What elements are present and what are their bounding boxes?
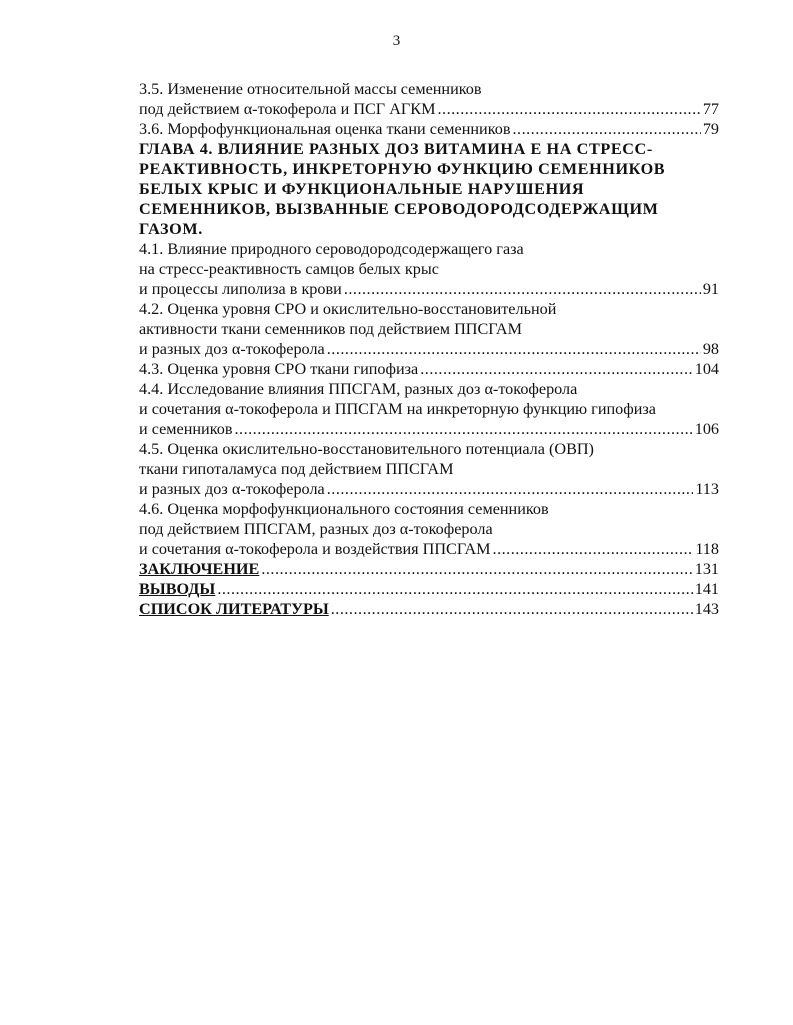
toc-entry-4-2-line-1 <box>139 299 719 319</box>
table-of-contents <box>139 79 719 619</box>
page-number: 3 <box>392 33 401 49</box>
toc-entry-text: ЗАКЛЮЧЕНИЕ <box>139 560 260 578</box>
toc-page-number: 113 <box>695 480 719 498</box>
toc-entry-4-4-line-3 <box>139 419 719 439</box>
toc-entry-3-5-line-1 <box>139 79 719 99</box>
toc-entry-4-5-line-1 <box>139 439 719 459</box>
toc-entry-4-3 <box>139 359 719 379</box>
toc-page-number: 79 <box>702 120 719 138</box>
toc-entry-text: ВЫВОДЫ <box>139 580 216 598</box>
toc-entry-text: на стресс-реактивность самцов белых крыс <box>139 260 439 278</box>
toc-entry-findings <box>139 579 719 599</box>
chapter-heading-line: ГАЗОМ. <box>139 220 203 238</box>
toc-entry-conclusion <box>139 559 719 579</box>
toc-entry-text: и сочетания α-токоферола и воздействия ППСГАМ <box>139 540 491 558</box>
toc-entry-4-6-line-2 <box>139 519 719 539</box>
toc-entry-text: и сочетания α-токоферола и ППСГАМ на инкреторную функцию гипофиза <box>139 400 656 418</box>
toc-entry-text: 3.6. Морфофункциональная оценка ткани семенников <box>139 120 511 138</box>
dot-leader <box>344 279 701 299</box>
toc-entry-4-2-line-3 <box>139 339 719 359</box>
toc-entry-4-1-line-3 <box>139 279 719 299</box>
toc-page-number: 106 <box>694 420 719 438</box>
toc-entry-text: под действием ППСГАМ, разных доз α-токоферола <box>139 520 493 538</box>
toc-page-number: 91 <box>702 280 719 298</box>
toc-entry-text: 4.4. Исследование влияния ППСГАМ, разных доз α-токоферола <box>139 380 578 398</box>
toc-entry-4-4-line-2 <box>139 399 719 419</box>
toc-entry-4-6-line-1 <box>139 499 719 519</box>
toc-entry-4-6-line-3 <box>139 539 719 559</box>
toc-entry-4-1-line-2 <box>139 259 719 279</box>
toc-page-number: 118 <box>695 540 719 558</box>
toc-entry-text: активности ткани семенников под действием ППСГАМ <box>139 320 522 338</box>
toc-entry-text: и разных доз α-токоферола <box>139 340 325 358</box>
toc-entry-text: 4.3. Оценка уровня СРО ткани гипофиза <box>139 360 419 378</box>
chapter-heading-line: СЕМЕННИКОВ, ВЫЗВАННЫЕ СЕРОВОДОРОДСОДЕРЖАЩИМ <box>139 200 659 218</box>
dot-leader <box>512 119 700 139</box>
toc-entry-text: 4.6. Оценка морфофункционального состояния семенников <box>139 500 549 518</box>
toc-entry-text: 4.1. Влияние природного сероводородсодержащего газа <box>139 240 524 258</box>
toc-page-number: 77 <box>702 100 719 118</box>
toc-entry-text: и процессы липолиза в крови <box>139 280 342 298</box>
dot-leader <box>437 99 700 119</box>
toc-entry-references <box>139 599 719 619</box>
dot-leader <box>261 559 692 579</box>
toc-entry-3-6 <box>139 119 719 139</box>
chapter-heading-line: РЕАКТИВНОСТЬ, ИНКРЕТОРНУЮ ФУНКЦИЮ СЕМЕННИКОВ <box>139 160 666 178</box>
toc-entry-text: под действием α-токоферола и ПСГ АГКМ <box>139 100 436 118</box>
dot-leader <box>234 419 692 439</box>
toc-entry-text: и разных доз α-токоферола <box>139 480 325 498</box>
dot-leader <box>420 359 692 379</box>
dot-leader <box>327 339 701 359</box>
toc-chapter-4-heading <box>139 139 719 239</box>
toc-page-number: 141 <box>694 580 719 598</box>
chapter-heading-line: БЕЛЫХ КРЫС И ФУНКЦИОНАЛЬНЫЕ НАРУШЕНИЯ <box>139 180 585 198</box>
dot-leader <box>331 599 693 619</box>
dot-leader <box>327 479 694 499</box>
toc-entry-text: ткани гипоталамуса под действием ППСГАМ <box>139 460 454 478</box>
dot-leader <box>217 579 692 599</box>
toc-entry-4-2-line-2 <box>139 319 719 339</box>
toc-entry-text: 4.5. Оценка окислительно-восстановительного потенциала (ОВП) <box>139 440 594 458</box>
toc-entry-text: 3.5. Изменение относительной массы семенников <box>139 80 482 98</box>
chapter-heading-line: ГЛАВА 4. ВЛИЯНИЕ РАЗНЫХ ДОЗ ВИТАМИНА Е НА СТРЕСС- <box>139 140 653 158</box>
toc-entry-text: 4.2. Оценка уровня СРО и окислительно-восстановительной <box>139 300 557 318</box>
toc-page-number: 143 <box>694 600 719 618</box>
toc-page-number: 98 <box>702 340 719 358</box>
toc-entry-text: и семенников <box>139 420 233 438</box>
toc-entry-4-5-line-3 <box>139 479 719 499</box>
toc-entry-3-5-line-2 <box>139 99 719 119</box>
toc-page-number: 104 <box>694 360 719 378</box>
toc-page-number: 131 <box>694 560 719 578</box>
toc-entry-4-4-line-1 <box>139 379 719 399</box>
toc-entry-text: СПИСОК ЛИТЕРАТУРЫ <box>139 600 329 618</box>
toc-entry-4-5-line-2 <box>139 459 719 479</box>
toc-entry-4-1-line-1 <box>139 239 719 259</box>
dot-leader <box>493 539 694 559</box>
